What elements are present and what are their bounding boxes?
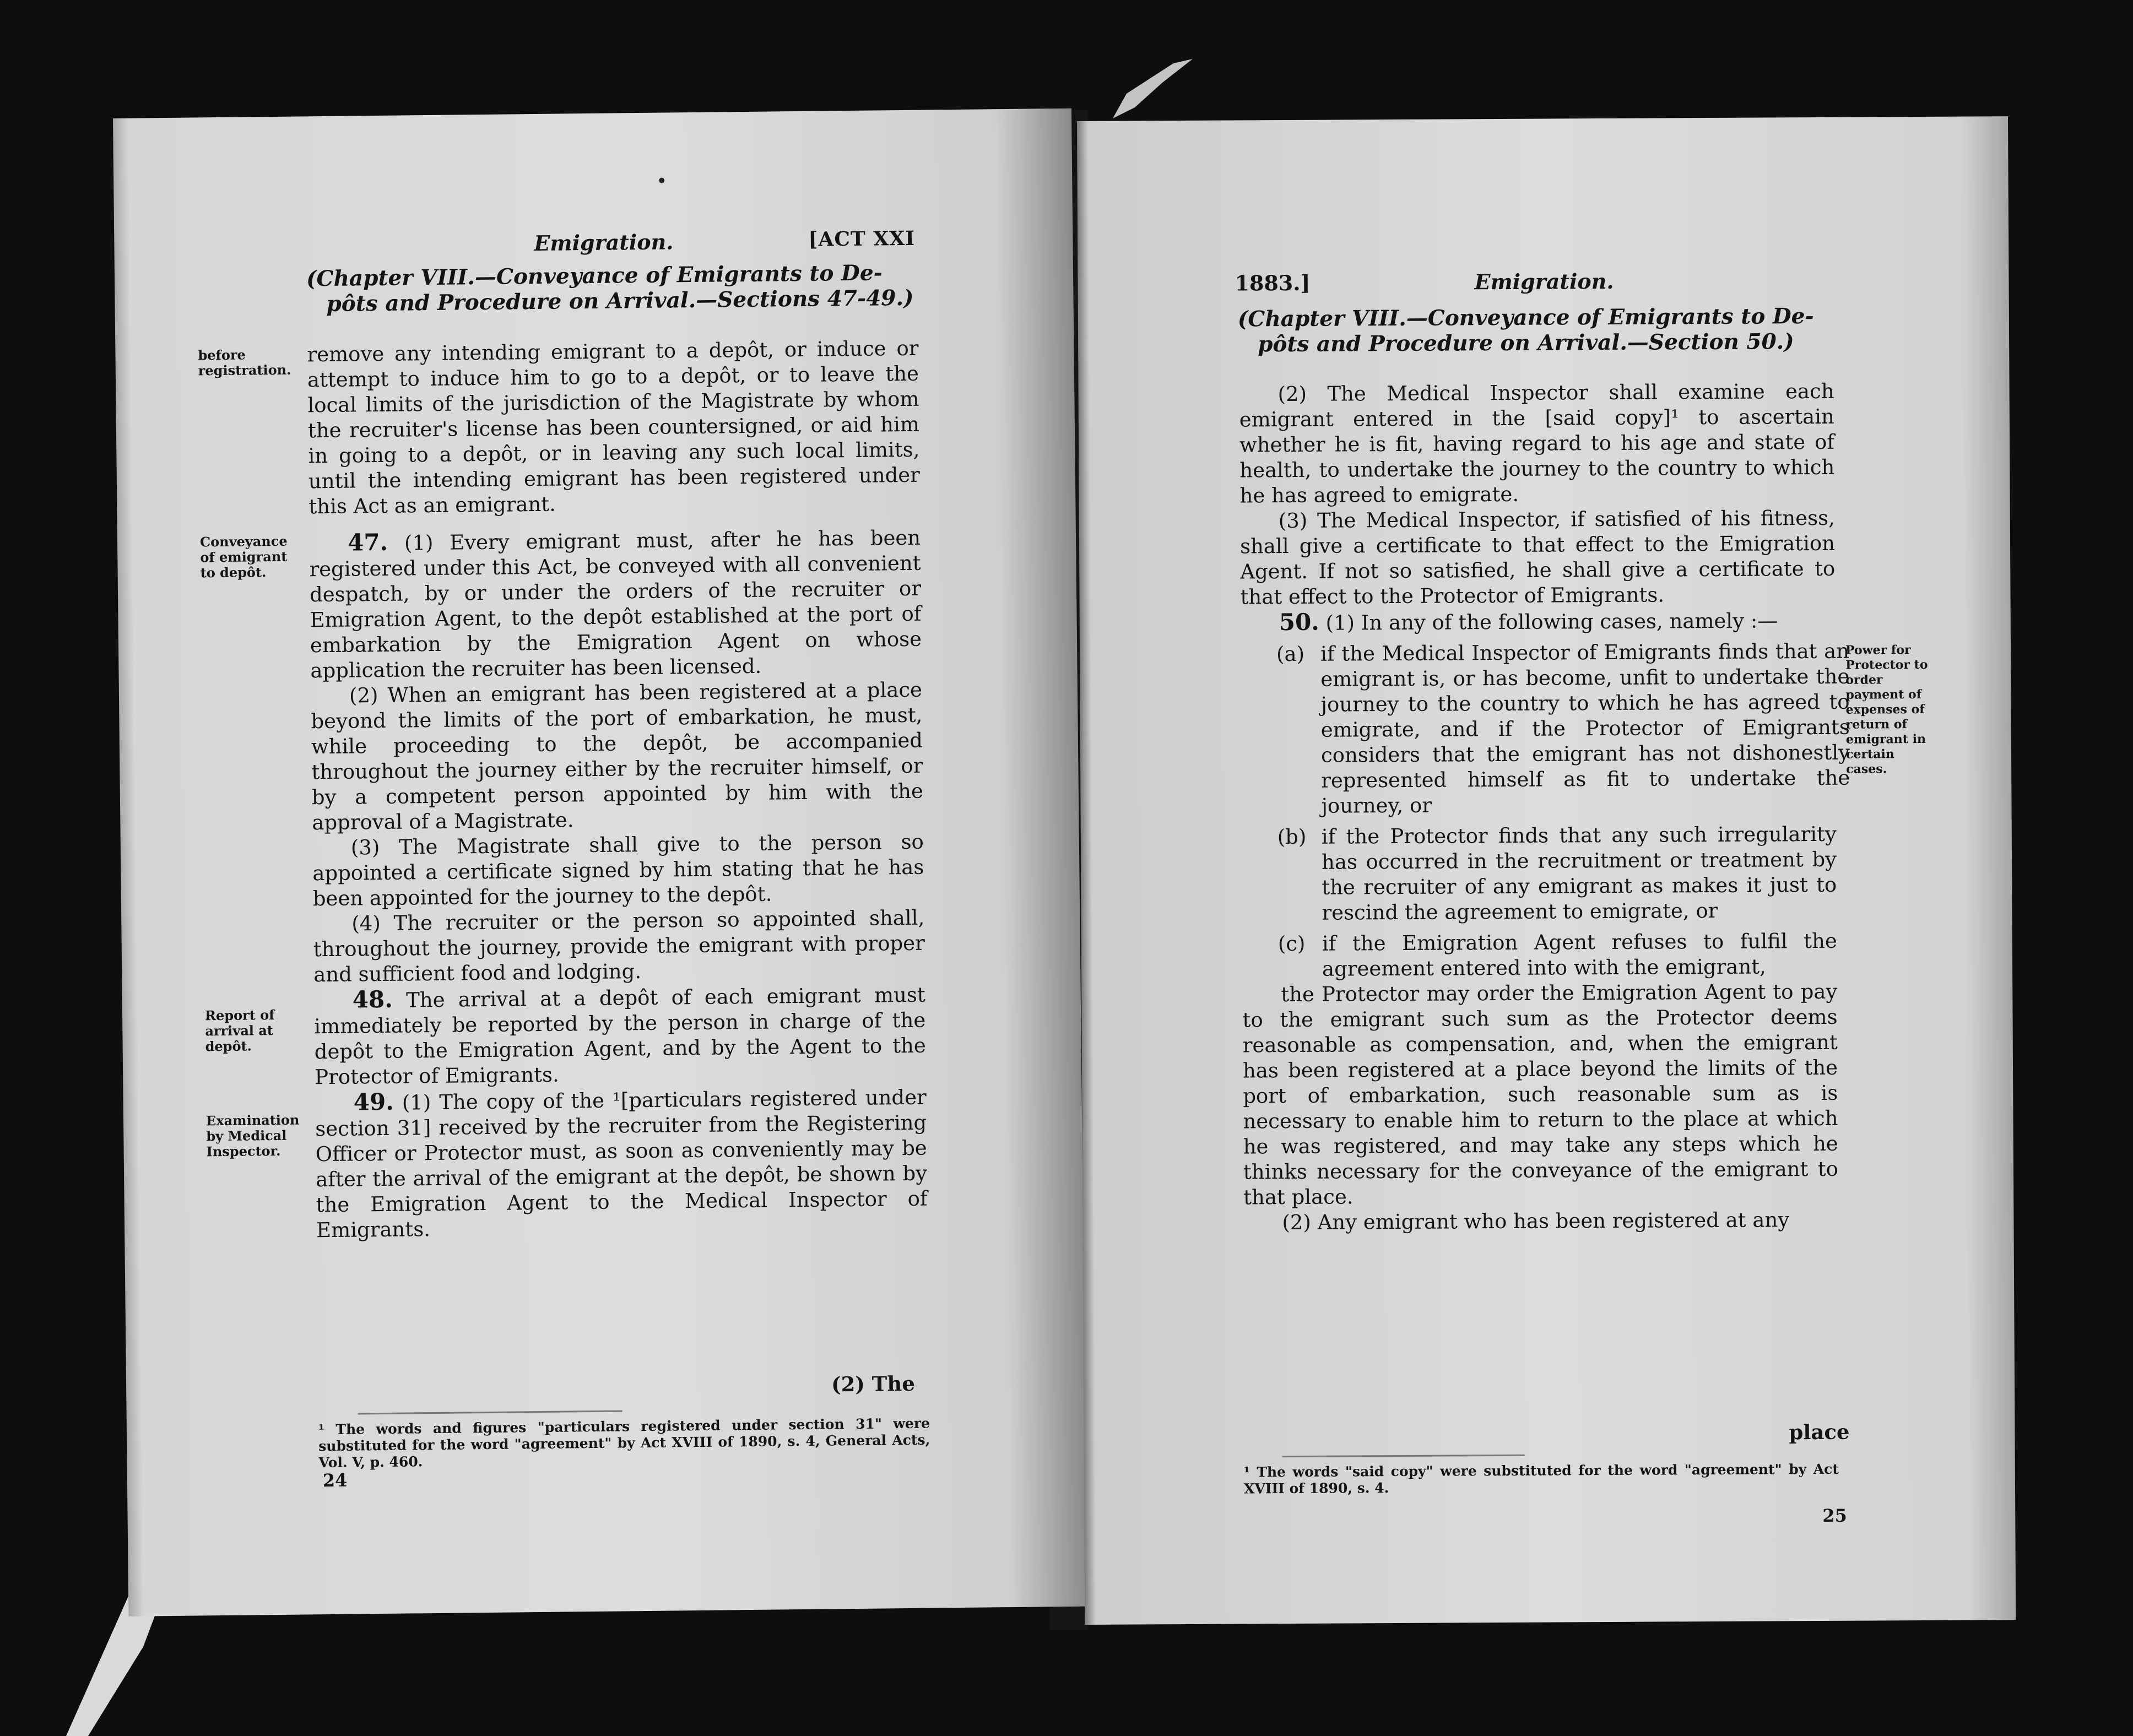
clause-a: [1241, 639, 1850, 820]
right-catchword: place: [1789, 1419, 1850, 1445]
section-48: [314, 981, 927, 1091]
section-49-subsection-2: (2) The Medical Inspector shall examine each emigrant entered in the [said copy]¹ to ascertain whether he is fit, having regard to his age and state of health, to undertake the journey to the country to which he has agreed to emigrate.: [1239, 379, 1835, 508]
right-page: [1077, 116, 2016, 1625]
section-48-number: 48.: [352, 985, 393, 1013]
left-act-reference: [ACT XXI: [808, 226, 916, 251]
right-chapter-heading-line-2: pôts and Procedure on Arrival.—Section 50.): [1258, 329, 1794, 357]
left-chapter-heading-line-2: pôts and Procedure on Arrival.—Sections 47-49.): [326, 285, 914, 317]
section-50-subsection-2: (2) Any emigrant who has been registered at any: [1282, 1208, 1790, 1235]
left-page-number: 24: [322, 1469, 348, 1491]
section-50-intro: [1241, 607, 1808, 636]
margin-note-conveyance: Conveyance of emigrant to depôt.: [199, 533, 288, 581]
section-50-body: the Protector may order the Emigration Agent to pay to the emigrant such sum as the Protector deems reasonable as compensation, and, when the emigrant has been registered at a place beyond the limits of the port of embarkation, such reasonable sum as is necessary to enable him to return to the place at which he was registered, and may take any steps which he thinks necessary for the conveyance of the emigrant to that place.: [1242, 979, 1839, 1209]
section-48-text: The arrival at a depôt of each emigrant must immediately be reported by the person in charge of the depôt to the Emigration Agent, and by the Agent to the Protector of Emigrants.: [314, 983, 926, 1089]
section-49-1-text: (1) The copy of the ¹[particulars registered under section 31] received by the recruiter from the Registering Officer or Protector must, as soon as conveniently may be after the arrival of the emigrant at the depôt, be shown by the Emigration Agent to the Medical Inspector of Emigrants.: [315, 1085, 928, 1243]
section-47-subsection-2: (2) When an emigrant has been registered at a place beyond the limits of the port of embarkation, he must, while proceeding to the depôt, be accompanied throughout the journey either by the recruiter himself, or by a competent person appointed by him with the approval of a Magistrate.: [311, 677, 924, 835]
right-footnote: ¹ The words "said copy" were substituted for the word "agreement" by Act XVIII of 1890, s. 4.: [1243, 1461, 1839, 1497]
clause-a-text: if the Medical Inspector of Emigrants finds that an emigrant is, or has become, unfit to undertake the journey to the country to which he has agreed to emigrate, and if the Protector of Emigrants considers that the emigrant has not dishonestly represented himself as fit to undertake the journey, or: [1320, 639, 1850, 818]
right-footnote-rule: [1282, 1455, 1525, 1457]
left-catchword: (2) The: [831, 1371, 915, 1397]
section-49-subsection-3: (3) The Medical Inspector, if satisfied of his fitness, shall give a certificate to that effect to the Emigration Agent. If not so satisfied, he shall give a certificate to that effect to the Protector of Emigrants.: [1239, 506, 1836, 609]
section-47-subsection-4: (4) The recruiter or the person so appointed shall, throughout the journey, provide the emigrant with proper and sufficient food and lodging.: [313, 905, 925, 987]
left-running-title: Emigration.: [534, 229, 674, 256]
clause-a-label: (a): [1276, 642, 1305, 666]
left-chapter-heading: [306, 259, 935, 317]
section-47-subsection-3: (3) The Magistrate shall give to the person so appointed a certificate signed by him stating that he has been appointed for the journey to the depôt.: [312, 829, 924, 911]
clause-c-text: if the Emigration Agent refuses to fulfil the agreement entered into with the emigrant,: [1322, 929, 1837, 981]
left-body-text: [307, 336, 928, 1244]
left-chapter-heading-line-1: (Chapter VIII.—Conveyance of Emigrants to De-: [306, 260, 883, 292]
paper-clip-fragment-icon: [1096, 52, 1201, 124]
right-chapter-heading: [1238, 303, 1849, 357]
section-47-subsection-1: [309, 524, 922, 684]
right-body-text: [1239, 379, 1850, 1236]
section-50-number: 50.: [1279, 608, 1319, 636]
clause-b-text: if the Protector finds that any such irregularity has occurred in the recruitment or treatment by the recruiter of any emigrant as makes it just to rescind the agreement to emigrate, or: [1321, 822, 1837, 925]
right-chapter-heading-line-1: (Chapter VIII.—Conveyance of Emigrants to De-: [1237, 303, 1814, 332]
section-50-intro-text: (1) In any of the following cases, namely :—: [1325, 609, 1778, 635]
section-49-number: 49.: [353, 1088, 394, 1116]
left-page: [113, 109, 1087, 1616]
right-year: 1883.]: [1235, 270, 1311, 296]
left-footnote-rule: [358, 1410, 622, 1414]
margin-note-before-registration: before registration.: [198, 346, 291, 379]
continuation-paragraph: remove any intending emigrant to a depôt, or induce or attempt to induce him to go to a depôt, or to leave the local limits of the jurisdiction of the Magistrate by whom the recruiter's license has been countersigned, or aid him in going to a depôt, or in leaving any such local limits, until the intending emigrant has been registered under this Act as an emigrant.: [307, 336, 921, 519]
clause-b: [1242, 822, 1837, 926]
right-page-number: 25: [1822, 1505, 1847, 1526]
right-running-title: Emigration.: [1474, 268, 1614, 295]
margin-note-examination: Examination by Medical Inspector.: [205, 1111, 300, 1160]
clause-c-label: (c): [1277, 931, 1306, 956]
ink-speck: [659, 178, 664, 183]
section-47-1-text: (1) Every emigrant must, after he has been registered under this Act, be conveyed with all convenient despatch, by or under the orders of the recruiter or Emigration Agent, to the depôt established at the port of embarkation by the Emigration Agent on whose application the recruiter has been licensed.: [309, 525, 922, 683]
section-47-number: 47.: [347, 528, 388, 556]
section-49-subsection-1: [315, 1084, 928, 1244]
margin-note-power-for-protector: Power for Protector to order payment of expenses of return of emigrant in certain cases.: [1845, 643, 1928, 777]
clause-c: [1242, 929, 1837, 983]
clause-b-label: (b): [1277, 824, 1307, 849]
left-footnote: ¹ The words and figures "particulars registered under section 31" were substituted for the word "agreement" by Act XVIII of 1890, s. 4, General Acts, Vol. V, p. 460.: [318, 1415, 930, 1471]
margin-note-report-of-arrival: Report of arrival at depôt.: [204, 1007, 275, 1055]
